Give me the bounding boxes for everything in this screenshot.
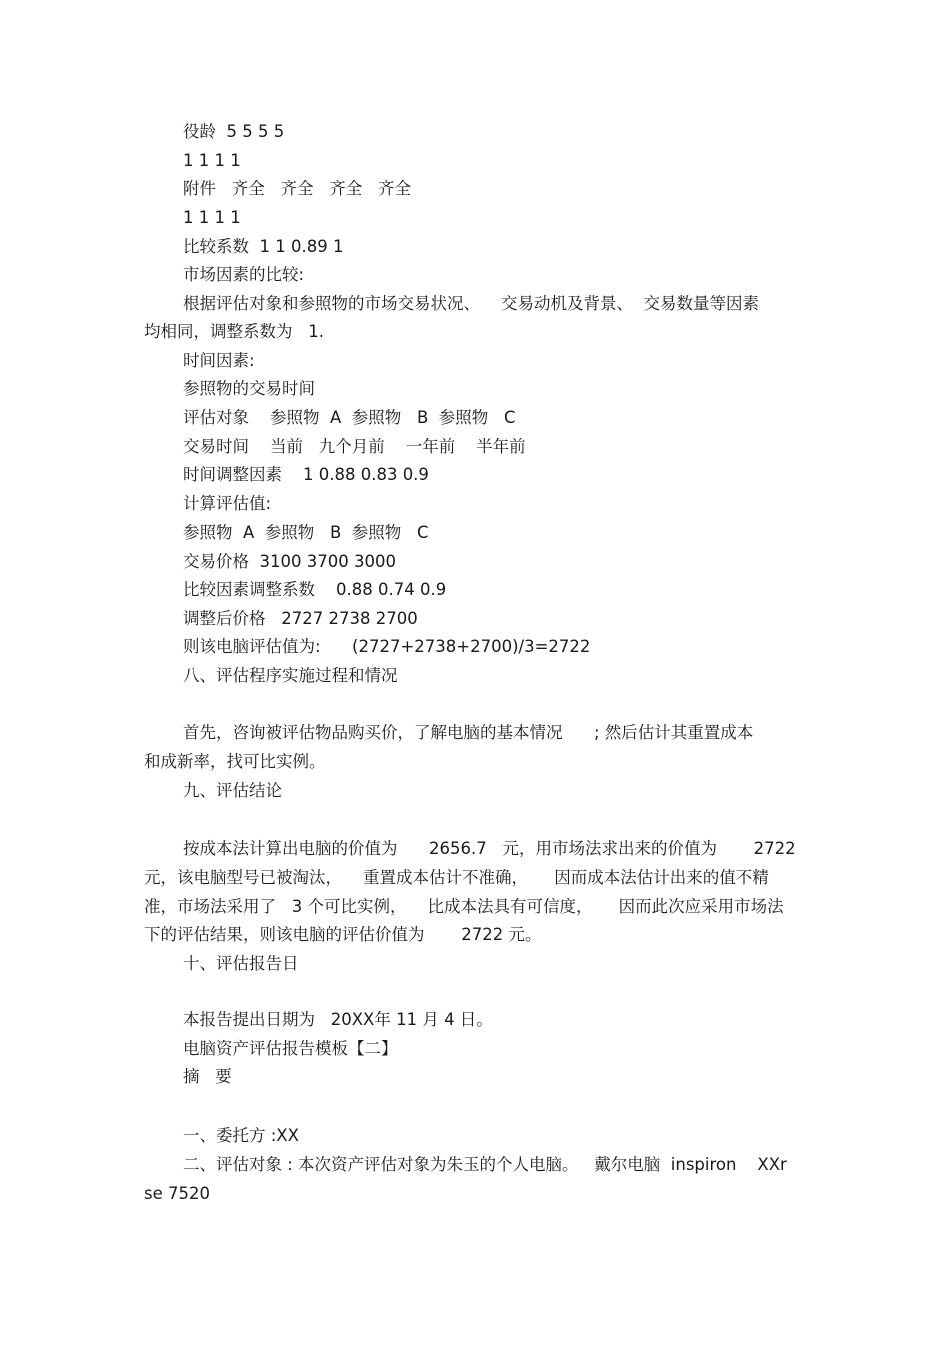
text-line: 一、委托方 :XX	[183, 1126, 299, 1145]
text-line: 评估对象 参照物 A 参照物 B 参照物 C	[183, 408, 516, 427]
text-line: 役龄 5 5 5 5	[183, 122, 285, 141]
text-line: se 7520	[144, 1184, 210, 1203]
text-line: 比较因素调整系数 0.88 0.74 0.9	[183, 580, 447, 599]
text-line: 时间因素:	[183, 351, 255, 370]
text-line: 则该电脑评估值为: (2727+2738+2700)/3=2722	[183, 637, 591, 656]
text-line: 按成本法计算出电脑的价值为 2656.7 元，用市场法求出来的价值为 2722	[183, 839, 796, 858]
text-line: 准，市场法采用了 3 个可比实例， 比成本法具有可信度， 因而此次应采用市场法	[144, 897, 784, 916]
abstract-heading: 摘 要	[183, 1067, 232, 1086]
text-line: 根据评估对象和参照物的市场交易状况、 交易动机及背景、 交易数量等因素	[183, 294, 759, 313]
text-line: 元，该电脑型号已被淘汰， 重置成本估计不准确， 因而成本法估计出来的值不精	[144, 868, 769, 887]
text-line: 时间调整因素 1 0.88 0.83 0.9	[183, 465, 429, 484]
text-line: 计算评估值:	[183, 494, 272, 513]
text-line: 1 1 1 1	[183, 208, 241, 227]
text-line: 交易时间 当前 九个月前 一年前 半年前	[183, 437, 526, 456]
text-line: 参照物 A 参照物 B 参照物 C	[183, 523, 429, 542]
section-heading: 八、评估程序实施过程和情况	[183, 666, 398, 685]
text-line: 市场因素的比较:	[183, 265, 305, 284]
section-heading: 九、评估结论	[183, 781, 282, 800]
text-line: 下的评估结果，则该电脑的评估价值为 2722 元。	[144, 925, 542, 944]
text-line: 比较系数 1 1 0.89 1	[183, 237, 344, 256]
text-line: 均相同，调整系数为 1.	[144, 322, 324, 341]
text-line: 调整后价格 2727 2738 2700	[183, 609, 418, 628]
text-line: 和成新率，找可比实例。	[144, 752, 326, 771]
text-line: 附件 齐全 齐全 齐全 齐全	[183, 179, 411, 198]
text-line: 交易价格 3100 3700 3000	[183, 552, 396, 571]
document-subtitle: 电脑资产评估报告模板【二】	[183, 1039, 398, 1058]
text-line: 首先，咨询被评估物品购买价，了解电脑的基本情况 ; 然后估计其重置成本	[183, 723, 754, 742]
section-heading: 十、评估报告日	[183, 954, 299, 973]
text-line: 本报告提出日期为 20XX年 11 月 4 日。	[183, 1010, 493, 1029]
text-line: 参照物的交易时间	[183, 379, 315, 398]
text-line: 二、评估对象 : 本次资产评估对象为朱玉的个人电脑。 戴尔电脑 inspiron XXr	[183, 1155, 787, 1174]
text-line: 1 1 1 1	[183, 151, 241, 170]
